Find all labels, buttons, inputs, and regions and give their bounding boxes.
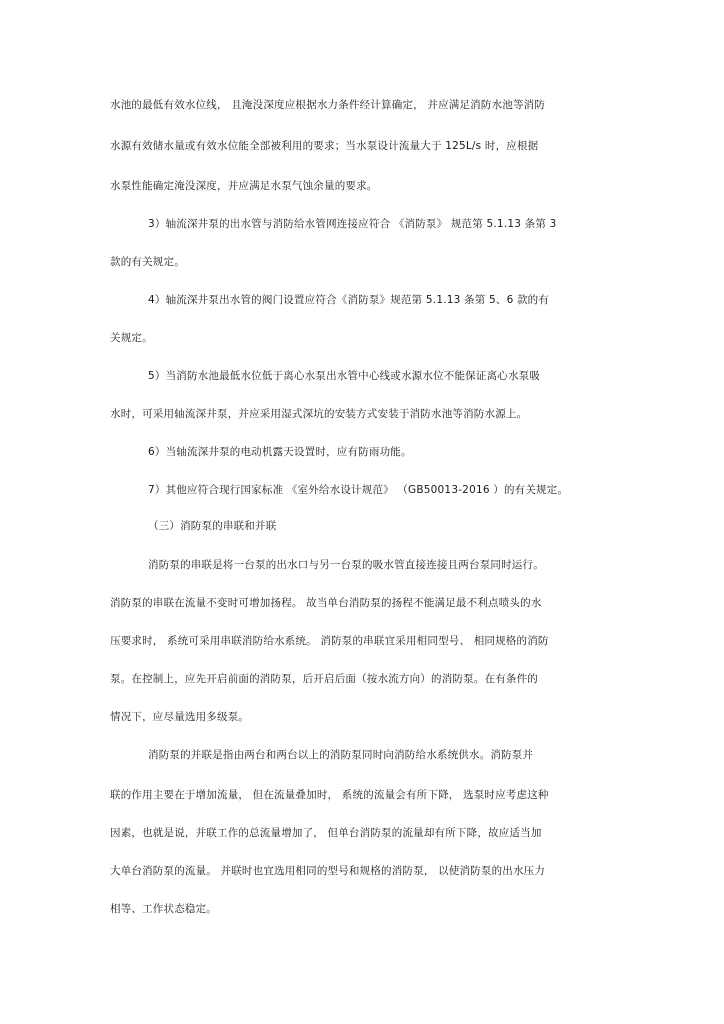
text-line-14: 消防泵的串联在流量不变时可增加扬程。 故当单台消防泵的扬程不能满足最不利点喷头的水 [110, 597, 542, 609]
text-line-11: 7）其他应符合现行国家标准 《室外给水设计规范》 （GB50013-2016 ）的有关规定。 [148, 484, 569, 496]
text-line-17: 情况下，应尽量选用多级泵。 [110, 711, 250, 723]
text-line-2: 水源有效储水量或有效水位能全部被利用的要求；当水泵设计流量大于 125L/s 时，应根据 [110, 140, 539, 152]
section-heading: （三）消防泵的串联和并联 [148, 520, 277, 532]
text-line-4: 3）轴流深井泵的出水管与消防给水管网连接应符合 《消防泵》 规范第 5.1.13 条第 3 [148, 218, 557, 230]
text-line-13: 消防泵的串联是将一台泵的出水口与另一台泵的吸水管直接连接且两台泵同时运行。 [148, 559, 544, 571]
text-line-22: 相等、工作状态稳定。 [110, 903, 217, 915]
text-line-18: 消防泵的并联是指由两台和两台以上的消防泵同时向消防给水系统供水。消防泵并 [148, 749, 534, 761]
text-line-15: 压要求时， 系统可采用串联消防给水系统。 消防泵的串联宜采用相同型号、 相同规格的消防 [110, 635, 549, 647]
text-line-16: 泵。在控制上，应先开启前面的消防泵，后开启后面（按水流方向）的消防泵。在有条件的 [110, 673, 538, 685]
text-line-10: 6）当轴流深井泵的电动机露天设置时，应有防雨功能。 [148, 446, 412, 458]
text-line-8: 5）当消防水池最低水位低于离心水泵出水管中心线或水源水位不能保证离心水泵吸 [148, 370, 541, 382]
text-line-6: 4）轴流深井泵出水管的阀门设置应符合《消防泵》规范第 5.1.13 条第 5、6 款的有 [148, 294, 550, 306]
text-line-7: 关规定。 [110, 332, 153, 344]
text-line-19: 联的作用主要在于增加流量， 但在流量叠加时， 系统的流量会有所下降， 选泵时应考虑这种 [110, 789, 549, 801]
text-line-21: 大单台消防泵的流量。 并联时也宜选用相同的型号和规格的消防泵， 以使消防泵的出水压力 [110, 865, 546, 877]
text-line-20: 因素，也就是说，并联工作的总流量增加了， 但单台消防泵的流量却有所下降，故应适当加 [110, 827, 542, 839]
text-line-9: 水时，可采用轴流深井泵，并应采用湿式深坑的安装方式安装于消防水池等消防水源上。 [110, 408, 528, 420]
text-line-1: 水池的最低有效水位线， 且淹没深度应根据水力条件经计算确定， 并应满足消防水池等消防 [110, 99, 546, 111]
text-line-3: 水泵性能确定淹没深度，并应满足水泵气蚀余量的要求。 [110, 180, 378, 192]
text-line-5: 款的有关规定。 [110, 256, 185, 268]
